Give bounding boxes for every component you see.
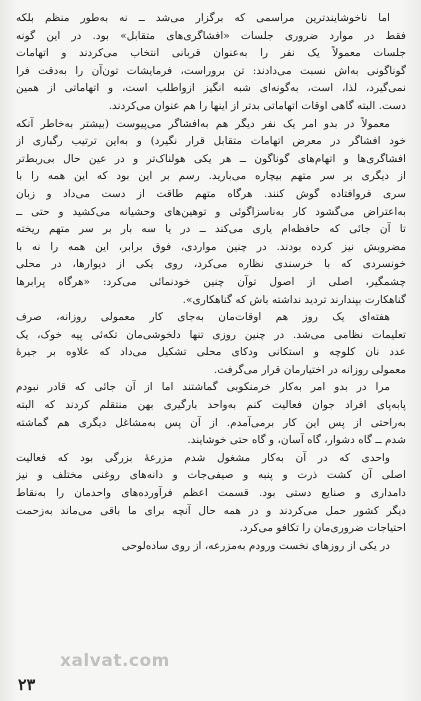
- text-line: اصلی آن کشت ذرت و پنبه و صیفی‌جات و دانه‌های روغنی مختلف و نیز: [16, 469, 406, 482]
- paragraph: [16, 450, 406, 538]
- text-line: گناهکارت بپندارند تردید نداشته باش که گناهکاری».: [182, 293, 406, 306]
- text-line: دیگر کشور حمل می‌کردند و در همه حال آنچه برای ما باقی می‌ماند به‌زحمت: [16, 504, 406, 517]
- text-line: دست. البته گاهی اوقات اتهاماتی بدتر از اینها را هم عنوان می‌کردند.: [108, 99, 406, 112]
- body-text: [16, 10, 406, 555]
- text-line: احتیاجات ضروری‌مان را تکافو می‌کرد.: [239, 522, 406, 535]
- text-line: اما ناخوشایندترین مراسمی که برگزار می‌شد ــ نه به‌طور منظم بلکه: [16, 12, 390, 24]
- text-line: مرا در بدو امر به‌کار خرمنکوبی گماشتند اما از آن جائی که قادر نبودم: [16, 381, 390, 394]
- text-line: معمولاً در بدو امر یک نفر دیگر هم به‌افشاگر می‌پیوست (بیشتر به‌خاطر آنکه: [16, 117, 390, 130]
- text-line: به‌اعتراض می‌گشود کار به‌ناسزاگوئی و توهین‌های وحشیانه می‌کشید و حتی ــ: [16, 205, 406, 218]
- text-line: جلسات معمولاً یک نفر را به‌عنوان قربانی انتخاب می‌کردند و اتهامات: [16, 47, 406, 60]
- text-line: تعلیمات نظامی می‌شد. در چنین روزی تنها دلخوشی‌مان تکه‌ئی پیه خوک، یک: [16, 328, 406, 341]
- text-line: عدد نان کلوچه و استکانی ودکای محلی تشکیل می‌داد که علاوه بر جیرهٔ: [16, 346, 406, 359]
- text-line: خونسردی که با خرسندی نظاره می‌کرد، روی یکی از دیوارها، در محلی: [16, 258, 406, 271]
- text-line: واحدی که در آن به‌کار مشغول شدم مزرعهٔ بزرگی بود که فعالیت: [16, 451, 390, 464]
- text-line: گوناگونی به‌اش نسبت می‌دادند: تن بروراست، فرمایشات تون‌آن را به‌دقت فرا: [16, 64, 406, 77]
- text-line: مضروبش نیز کرده بودند. در چنین مواردی، فوق برابر، این همه را نه با: [16, 240, 406, 253]
- paragraph: [16, 10, 406, 116]
- text-line: افشاگری‌ها و اتهام‌های گوناگون ــ هر یکی هولناک‌تر و در عین حال بی‌ربط‌تر: [16, 152, 406, 165]
- text-line: شدم ــ گاه دشوار، گاه آسان، و گاه حتی خوشایند.: [187, 434, 406, 447]
- text-line: پابه‌پای افراد جوان فعالیت کنم به‌واحد بارگیری بهن منتقلم کردند که البته: [16, 399, 406, 412]
- paragraph: [16, 538, 406, 556]
- paragraph: [16, 379, 406, 449]
- text-line: نمی‌گیرد، لذا، است، به‌گونه‌ای شبه انگیز ازواطلب است، و اتهاماتی از همین: [16, 82, 406, 95]
- text-line: در یکی از روزهای نخست ورودم به‌مزرعه، از روی ساده‌لوحی: [121, 539, 390, 552]
- text-line: معمولی روزانه در اختیارمان قرار می‌گرفت.: [213, 363, 406, 376]
- text-line: سری فروافتاده گوش کنند. هرگاه متهم طاقت از دست می‌داد و زبان: [16, 187, 406, 200]
- paragraph: [16, 309, 406, 379]
- page-number: ۲۳: [18, 675, 36, 694]
- text-line: از دیگری بر سر متهم بیچاره می‌بارید. رسم بر این بود که این همه را با: [16, 170, 406, 183]
- text-line: تا آن جائی که حافظه‌ام یاری می‌کند ــ در یا سه بار بر سر متهم ریخته: [16, 223, 406, 236]
- text-line: فقط در موارد ضروری جلسات «افشاگری‌های متقابل» بود. در این گونه: [16, 29, 406, 42]
- text-line: خود افشاگر در معرض اتهامات متقابل قرار نگیرد) و به‌این ترتیب رگباری از: [16, 135, 406, 148]
- text-line: چشمگیر، اصلی از اصول توآن چنین خودنمائی می‌کرد: «هرگاه پرابرها: [16, 275, 406, 288]
- text-line: به‌راحتی از پس این کار برمی‌آمدم. از آن پس به‌مشاغل دیگری هم گماشته: [16, 416, 406, 429]
- text-line: دامداری و صنایع دستی بود. قسمت اعظم فرآورده‌های واحدمان را به‌نقاط: [16, 487, 406, 500]
- text-line: هفته‌ای یک روز هم اوقات‌مان به‌جای کار معمولی روزانه، صرف: [16, 311, 390, 324]
- watermark: xalvat.com: [60, 651, 170, 671]
- paragraph: [16, 116, 406, 310]
